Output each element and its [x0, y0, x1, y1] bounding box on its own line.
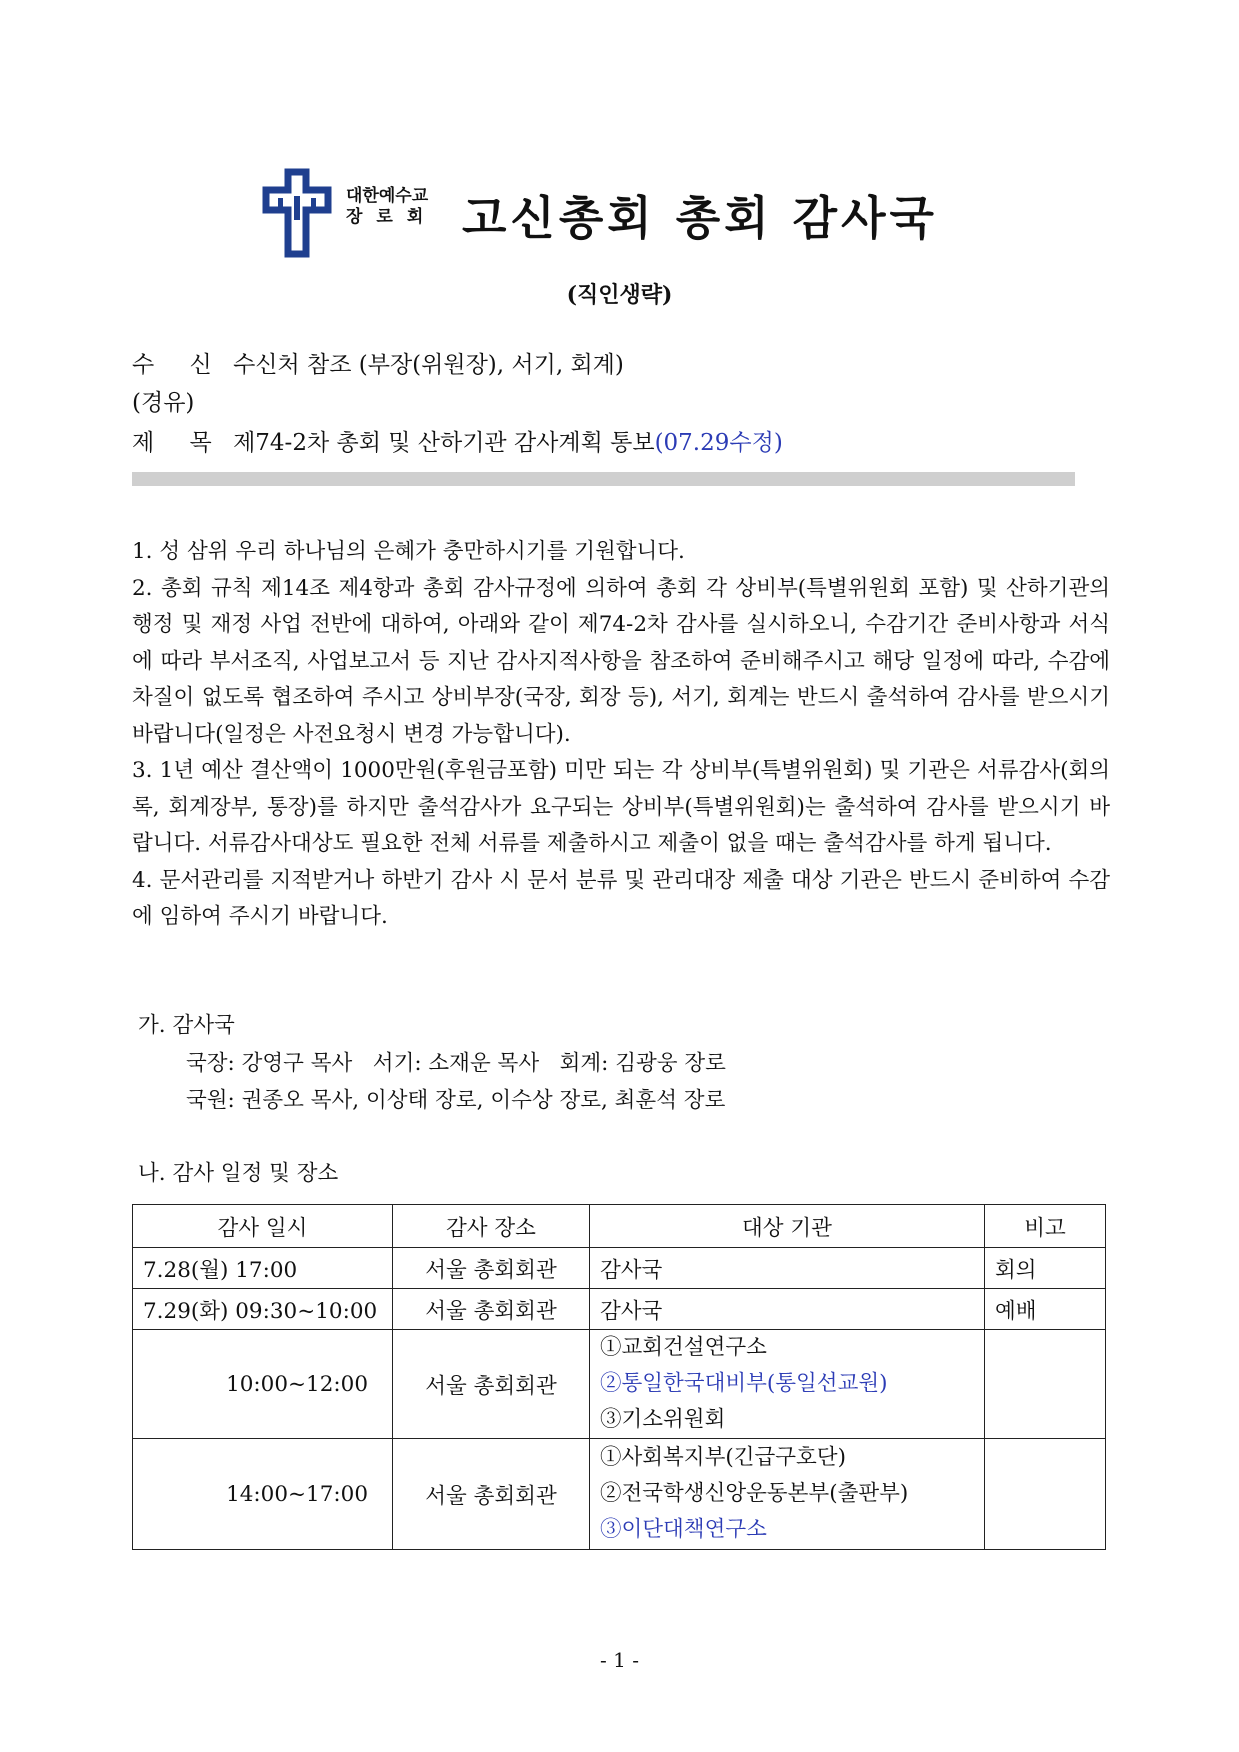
target-item: ①교회건설연구소 — [600, 1335, 767, 1360]
subject-value: 제74-2차 총회 및 산하기관 감사계획 통보 — [233, 430, 655, 456]
header-target: 대상 기관 — [590, 1205, 985, 1248]
section-a-members: 국원: 권종오 목사, 이상태 장로, 이수상 장로, 최훈석 장로 — [186, 1088, 726, 1113]
schedule-table — [132, 1204, 1106, 1550]
recipient-line — [132, 346, 624, 379]
cell-time: 7.29(화) 09:30~10:00 — [133, 1289, 393, 1330]
target-item: ③기소위원회 — [600, 1407, 726, 1432]
target-item: ②전국학생신앙운동본부(출판부) — [600, 1481, 909, 1506]
target-item: ②통일한국대비부(통일선교원) — [600, 1371, 888, 1396]
cell-place: 서울 총회회관 — [393, 1248, 590, 1289]
header-place: 감사 장소 — [393, 1205, 590, 1248]
church-logo-icon — [258, 168, 336, 258]
paragraph-1: 1. 성 삼위 우리 하나님의 은혜가 충만하시기를 기원합니다. — [132, 539, 685, 564]
section-b-title: 나. 감사 일정 및 장소 — [138, 1161, 339, 1186]
org-name-line1: 대한예수교 — [346, 186, 429, 206]
paragraph-2: 2. 총회 규칙 제14조 제4항과 총회 감사규정에 의하여 총회 각 상비부(특별위원회 포함) 및 산하기관의 행정 및 재정 사업 전반에 대하여, 아래와 같이 제74-2차 감사를 실시하오니, 수감기간 준비사항과 서식에 따라 부서조직, 사업보고서 등 지난 감사지적사항을 참조하여 준비해주시고 해당 일정에 따라, 수감에 차질이 없도록 협조하여 주시고 상비부장(국장, 회장 등), 서기, 회계는 반드시 출석하여 감사를 받으시기 바랍니다(일정은 사전요청시 변경 가능합니다). — [132, 575, 1110, 747]
seal-omitted-note: (직인생략) — [566, 282, 673, 308]
subject-label: 제 목 — [132, 430, 226, 456]
table-row — [133, 1330, 1106, 1439]
paragraph-3: 3. 1년 예산 결산액이 1000만원(후원금포함) 미만 되는 각 상비부(특별위원회) 및 기관은 서류감사(회의록, 회계장부, 통장)를 하지만 출석감사가 요구되는 상비부(특별위원회)는 출석하여 감사를 받으시기 바랍니다. 서류감사대상도 필요한 전체 서류를 제출하시고 제출이 없을 때는 출석감사를 하게 됩니다. — [132, 758, 1110, 856]
table-row — [133, 1289, 1106, 1330]
table-row — [133, 1439, 1106, 1550]
body-text — [132, 534, 1110, 936]
subject-revision: (07.29수정) — [654, 430, 783, 456]
paragraph-4: 4. 문서관리를 지적받거나 하반기 감사 시 문서 분류 및 관리대장 제출 대상 기관은 반드시 준비하여 수감에 임하여 주시기 바랍니다. — [132, 867, 1110, 929]
cell-note — [985, 1439, 1106, 1550]
cell-target: 감사국 — [590, 1289, 985, 1330]
cell-place: 서울 총회회관 — [393, 1330, 590, 1439]
header-date: 감사 일시 — [133, 1205, 393, 1248]
org-title: 고신총회 총회 감사국 — [462, 191, 938, 245]
subject-line — [132, 424, 783, 457]
recipient-value: 수신처 참조 (부장(위원장), 서기, 회계) — [233, 352, 624, 378]
cell-place: 서울 총회회관 — [393, 1439, 590, 1550]
table-row — [133, 1248, 1106, 1289]
org-name-line2: 장로회 — [346, 207, 438, 227]
section-a-officers: 국장: 강영구 목사 서기: 소재운 목사 회계: 김광웅 장로 — [186, 1051, 726, 1076]
section-a-title: 가. 감사국 — [138, 1013, 235, 1038]
cell-note: 회의 — [985, 1248, 1106, 1289]
cell-note — [985, 1330, 1106, 1439]
cell-target — [590, 1439, 985, 1550]
cell-time: 10:00~12:00 — [133, 1330, 393, 1439]
cell-time: 7.28(월) 17:00 — [133, 1248, 393, 1289]
target-item: ①사회복지부(긴급구호단) — [600, 1445, 846, 1470]
table-header-row — [133, 1205, 1106, 1248]
via-line: (경유) — [132, 390, 195, 416]
target-item: ③이단대책연구소 — [600, 1517, 767, 1542]
cell-target — [590, 1330, 985, 1439]
cell-target: 감사국 — [590, 1248, 985, 1289]
header-divider — [132, 472, 1075, 486]
header-note: 비고 — [985, 1205, 1106, 1248]
page-number: - 1 - — [600, 1648, 639, 1672]
recipient-label: 수 신 — [132, 352, 226, 378]
cell-time: 14:00~17:00 — [133, 1439, 393, 1550]
cell-place: 서울 총회회관 — [393, 1289, 590, 1330]
org-name-small — [346, 186, 437, 228]
cell-note: 예배 — [985, 1289, 1106, 1330]
